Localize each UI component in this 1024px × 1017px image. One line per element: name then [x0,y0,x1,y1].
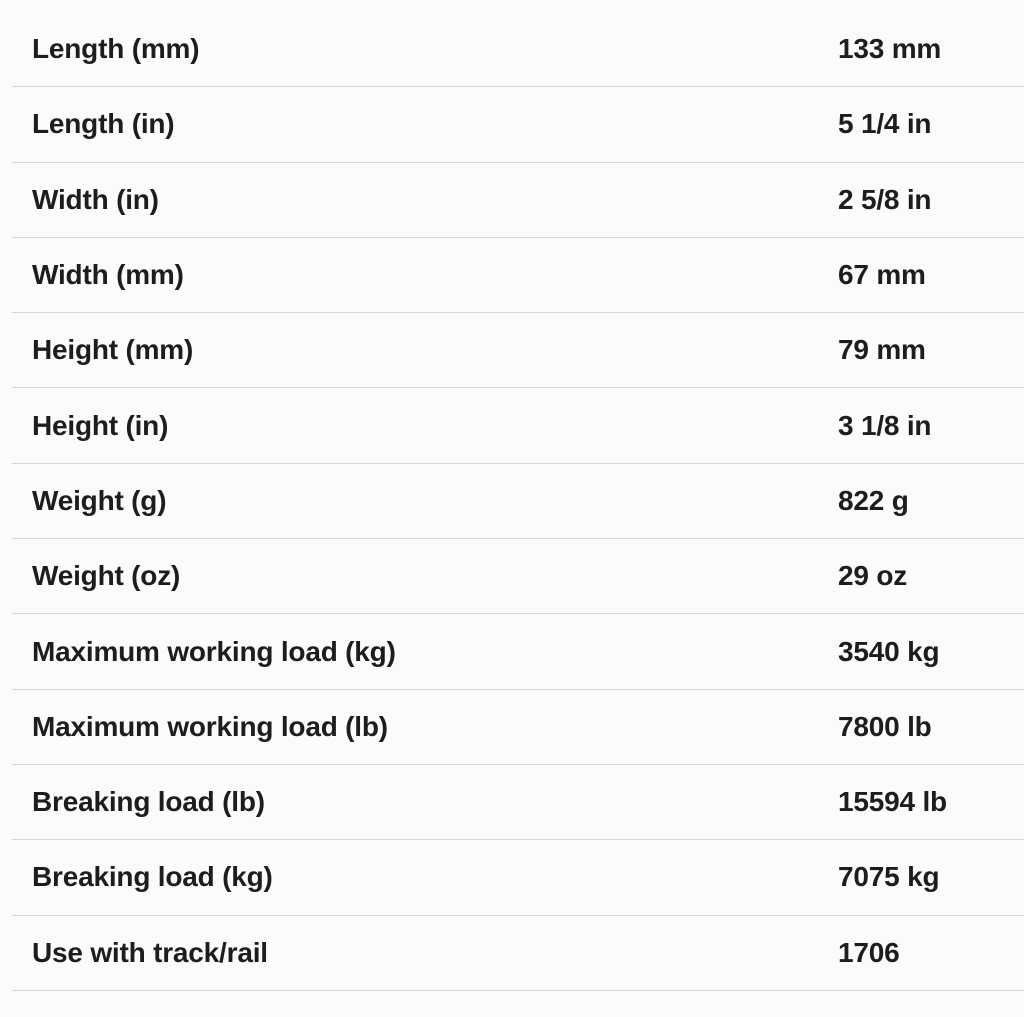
specifications-table [12,12,1024,991]
spec-row-width-in [12,163,1024,238]
spec-label: Maximum working load (kg) [32,635,396,667]
spec-row-breaking-load-lb [12,765,1024,840]
spec-label: Length (in) [32,108,175,140]
spec-row-length-in [12,87,1024,162]
spec-row-max-working-load-kg [12,614,1024,689]
spec-value: 79 mm [838,334,926,366]
spec-label: Height (in) [32,409,169,441]
spec-label: Use with track/rail [32,936,268,968]
spec-row-length-mm [12,12,1024,87]
spec-label: Length (mm) [32,33,200,65]
spec-value: 29 oz [838,560,908,592]
spec-value: 3540 kg [838,635,940,667]
spec-row-width-mm [12,238,1024,313]
spec-value: 7075 kg [838,861,940,893]
spec-label: Breaking load (kg) [32,861,273,893]
spec-row-weight-g [12,464,1024,539]
spec-row-height-mm [12,313,1024,388]
spec-value: 1706 [838,936,900,968]
spec-row-weight-oz [12,539,1024,614]
spec-row-height-in [12,388,1024,463]
spec-row-use-with-track-rail [12,916,1024,991]
spec-label: Weight (g) [32,484,167,516]
spec-row-breaking-load-kg [12,840,1024,915]
spec-value: 822 g [838,484,909,516]
spec-value: 133 mm [838,33,942,65]
spec-value: 3 1/8 in [838,409,932,441]
spec-row-max-working-load-lb [12,690,1024,765]
spec-label: Weight (oz) [32,560,181,592]
spec-value: 7800 lb [838,710,932,742]
spec-label: Maximum working load (lb) [32,710,388,742]
spec-value: 2 5/8 in [838,183,932,215]
spec-label: Width (mm) [32,259,184,291]
spec-value: 15594 lb [838,786,947,818]
spec-label: Width (in) [32,183,159,215]
spec-label: Height (mm) [32,334,194,366]
spec-label: Breaking load (lb) [32,786,265,818]
spec-value: 67 mm [838,259,926,291]
spec-value: 5 1/4 in [838,108,932,140]
